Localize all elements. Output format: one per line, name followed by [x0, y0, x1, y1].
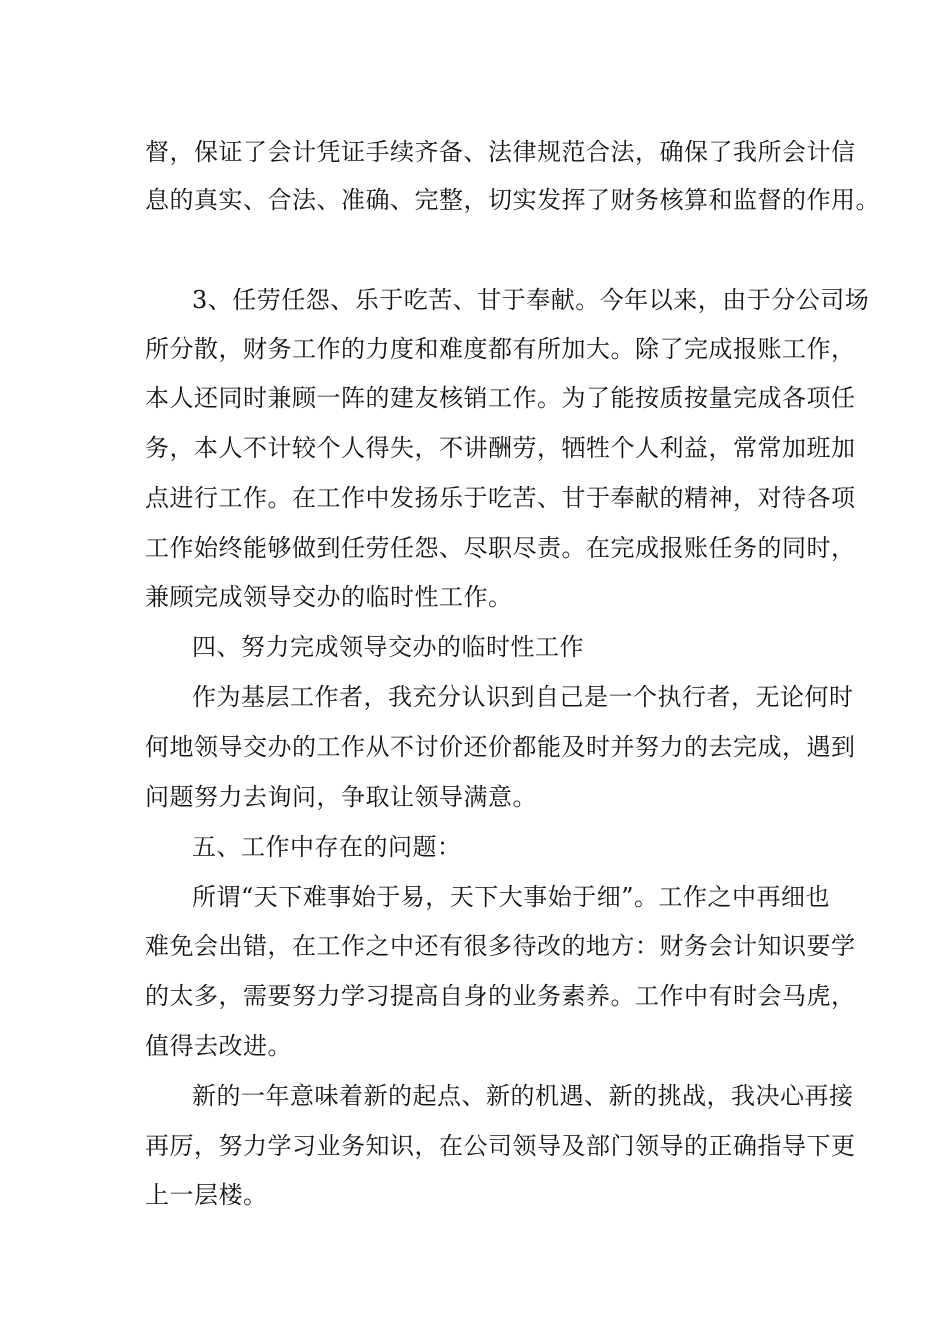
text-line: 值得去改进。 — [145, 1032, 292, 1060]
paragraph-heading-3: 3、任劳任怨、乐于吃苦、甘于奉献。今年以来，由于分公司场 — [192, 286, 870, 314]
text-line: 本人还同时兼顾一阵的建友核销工作。为了能按质按量完成各项任 — [145, 384, 856, 412]
text-line: 所分散，财务工作的力度和难度都有所加大。除了完成报账工作， — [145, 335, 856, 363]
text-line: 督，保证了会计凭证手续齐备、法律规范合法，确保了我所会计信 — [145, 138, 856, 166]
text-line: 兼顾完成领导交办的临时性工作。 — [145, 583, 513, 611]
text-line: 工作始终能够做到任劳任怨、尽职尽责。在完成报账任务的同时， — [145, 534, 856, 562]
section-heading-5: 五、工作中存在的问题： — [192, 833, 462, 861]
text-line: 新的一年意味着新的起点、新的机遇、新的挑战，我决心再接 — [192, 1082, 854, 1110]
text-line: 点进行工作。在工作中发扬乐于吃苦、甘于奉献的精神，对待各项 — [145, 484, 856, 512]
text-line: 所谓“天下难事始于易，天下大事始于细”。工作之中再细也 — [192, 883, 831, 911]
text-line: 务，本人不计较个人得失，不讲酬劳，牺牲个人利益，常常加班加 — [145, 434, 856, 462]
text-line: 何地领导交办的工作从不讨价还价都能及时并努力的去完成，遇到 — [145, 733, 856, 761]
text-line: 作为基层工作者，我充分认识到自己是一个执行者，无论何时 — [192, 683, 854, 711]
text-line: 上一层楼。 — [145, 1181, 268, 1209]
text-line: 的太多，需要努力学习提高自身的业务素养。工作中有时会马虎， — [145, 982, 856, 1010]
text-line: 再厉，努力学习业务知识，在公司领导及部门领导的正确指导下更 — [145, 1132, 856, 1160]
text-line: 息的真实、合法、准确、完整，切实发挥了财务核算和监督的作用。 — [145, 186, 880, 214]
section-heading-4: 四、努力完成领导交办的临时性工作 — [192, 633, 584, 661]
text-line: 难免会出错，在工作之中还有很多待改的地方：财务会计知识要学 — [145, 932, 856, 960]
text-line: 问题努力去询问，争取让领导满意。 — [145, 783, 537, 811]
